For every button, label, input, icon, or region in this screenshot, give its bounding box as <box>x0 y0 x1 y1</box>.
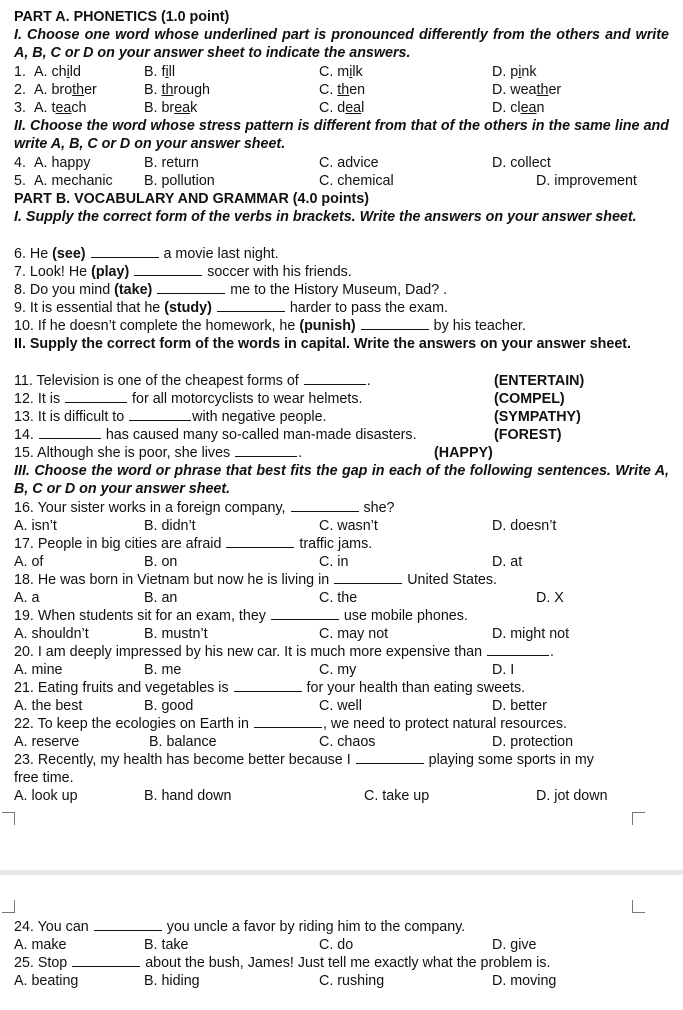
question-20: 20. I am deeply impressed by his new car. It is much more expensive than . <box>14 644 555 660</box>
answer-blank <box>361 318 429 330</box>
option-d: D. give <box>492 937 537 953</box>
option-b: B. an <box>144 590 178 606</box>
answer-blank <box>356 752 424 764</box>
page-corner-mark <box>632 900 645 913</box>
question-number: 1. <box>14 64 26 80</box>
option-d: D. improvement <box>536 173 637 189</box>
option-d: D. weather <box>492 82 562 98</box>
option-c: C. my <box>319 662 357 678</box>
option-b: B. return <box>144 155 199 171</box>
option-a: A. teach <box>34 100 87 116</box>
option-a: A. mine <box>14 662 63 678</box>
part-a-section-2-instruction: II. Choose the word whose stress pattern is different from that of the others in the same line and write A, B, C or D on your answer sheet. <box>14 118 669 152</box>
question-22: 22. To keep the ecologies on Earth in , we need to protect natural resources. <box>14 716 567 732</box>
question-8: 8. Do you mind (take) me to the History Museum, Dad? . <box>14 282 448 298</box>
option-a: A. of <box>14 554 44 570</box>
capital-word: (HAPPY) <box>434 445 493 461</box>
option-d: D. doesn’t <box>492 518 557 534</box>
question-19: 19. When students sit for an exam, they use mobile phones. <box>14 608 468 624</box>
option-a: A. happy <box>34 155 91 171</box>
option-c: C. rushing <box>319 973 385 989</box>
option-d: D. I <box>492 662 515 678</box>
answer-blank <box>217 300 285 312</box>
question-6: 6. He (see) a movie last night. <box>14 246 279 262</box>
option-b: B. on <box>144 554 178 570</box>
option-c: C. take up <box>364 788 430 804</box>
page-corner-mark <box>2 812 15 825</box>
option-b: B. fill <box>144 64 175 80</box>
answer-blank <box>254 716 322 728</box>
option-c: C. in <box>319 554 349 570</box>
option-d: D. moving <box>492 973 557 989</box>
option-a: A. child <box>34 64 81 80</box>
answer-blank <box>91 246 159 258</box>
answer-blank <box>157 282 225 294</box>
option-a: A. shouldn’t <box>14 626 89 642</box>
question-23-continuation: free time. <box>14 770 74 786</box>
option-c: C. chemical <box>319 173 394 189</box>
option-b: B. hiding <box>144 973 200 989</box>
part-b-section-1-instruction: I. Supply the correct form of the verbs in brackets. Write the answers on your answer sheet. <box>14 209 637 225</box>
answer-blank <box>129 409 191 421</box>
option-b: B. pollution <box>144 173 215 189</box>
part-a-title: PART A. PHONETICS (1.0 point) <box>14 9 230 25</box>
option-d: D. X <box>536 590 564 606</box>
option-b: B. didn’t <box>144 518 196 534</box>
option-c: C. do <box>319 937 354 953</box>
option-c: C. milk <box>319 64 363 80</box>
question-number: 3. <box>14 100 26 116</box>
option-c: C. chaos <box>319 734 376 750</box>
question-16: 16. Your sister works in a foreign company, she? <box>14 500 395 516</box>
question-21: 21. Eating fruits and vegetables is for your health than eating sweets. <box>14 680 526 696</box>
answer-blank <box>226 536 294 548</box>
option-b: B. good <box>144 698 194 714</box>
answer-blank <box>487 644 549 656</box>
question-13: 13. It is difficult to with negative people. (SYMPATHY) <box>14 409 581 425</box>
capital-word: (ENTERTAIN) <box>494 373 585 389</box>
part-b-section-2-instruction: II. Supply the correct form of the words in capital. Write the answers on your answer sheet. <box>14 336 632 352</box>
answer-blank <box>39 427 101 439</box>
answer-blank <box>134 264 202 276</box>
option-a: A. the best <box>14 698 83 714</box>
question-15: 15. Although she is poor, she lives . (HAPPY) <box>14 445 493 461</box>
option-c: C. advice <box>319 155 379 171</box>
option-c: C. deal <box>319 100 365 116</box>
option-a: A. isn’t <box>14 518 57 534</box>
answer-blank <box>291 500 359 512</box>
option-b: B. through <box>144 82 210 98</box>
option-b: B. break <box>144 100 198 116</box>
page-corner-mark <box>2 900 15 913</box>
option-d: D. jot down <box>536 788 608 804</box>
answer-blank <box>334 572 402 584</box>
page-corner-mark <box>632 812 645 825</box>
option-d: D. clean <box>492 100 545 116</box>
option-b: B. mustn’t <box>144 626 208 642</box>
capital-word: (SYMPATHY) <box>494 409 581 425</box>
option-a: A. mechanic <box>34 173 113 189</box>
answer-blank <box>304 373 366 385</box>
answer-blank <box>234 680 302 692</box>
option-d: D. at <box>492 554 523 570</box>
capital-word: (FOREST) <box>494 427 562 443</box>
question-number: 2. <box>14 82 26 98</box>
option-a: A. reserve <box>14 734 80 750</box>
option-d: D. protection <box>492 734 574 750</box>
answer-blank <box>94 919 162 931</box>
option-c: C. the <box>319 590 358 606</box>
question-17: 17. People in big cities are afraid traffic jams. <box>14 536 373 552</box>
option-a: A. look up <box>14 788 78 804</box>
answer-blank <box>235 445 297 457</box>
question-9: 9. It is essential that he (study) harder to pass the exam. <box>14 300 448 316</box>
option-b: B. me <box>144 662 182 678</box>
option-d: D. might not <box>492 626 570 642</box>
part-a-section-1-instruction: I. Choose one word whose underlined part is pronounced differently from the others and write A, B, C or D on your answer sheet to indicate the answers. <box>14 27 669 61</box>
option-c: C. may not <box>319 626 389 642</box>
question-25: 25. Stop about the bush, James! Just tell me exactly what the problem is. <box>14 955 551 971</box>
option-a: A. a <box>14 590 40 606</box>
option-b: B. balance <box>149 734 217 750</box>
question-14: 14. has caused many so-called man-made disasters. (FOREST) <box>14 427 562 443</box>
option-d: D. pink <box>492 64 537 80</box>
option-c: C. well <box>319 698 362 714</box>
option-d: D. better <box>492 698 547 714</box>
question-12: 12. It is for all motorcyclists to wear helmets. (COMPEL) <box>14 391 565 407</box>
question-10: 10. If he doesn’t complete the homework, he (punish) by his teacher. <box>14 318 526 334</box>
answer-blank <box>72 955 140 967</box>
answer-blank <box>65 391 127 403</box>
question-24: 24. You can you uncle a favor by riding him to the company. <box>14 919 466 935</box>
option-a: A. brother <box>34 82 97 98</box>
question-7: 7. Look! He (play) soccer with his friends. <box>14 264 352 280</box>
option-b: B. hand down <box>144 788 232 804</box>
question-23: 23. Recently, my health has become better because I playing some sports in my <box>14 752 594 768</box>
part-b-title: PART B. VOCABULARY AND GRAMMAR (4.0 points) <box>14 191 370 207</box>
part-b-section-3-instruction: III. Choose the word or phrase that best fits the gap in each of the following sentences. Write A, B, C or D on your answer sheet. <box>14 463 669 497</box>
option-b: B. take <box>144 937 189 953</box>
question-18: 18. He was born in Vietnam but now he is living in United States. <box>14 572 497 588</box>
option-c: C. then <box>319 82 366 98</box>
question-11: 11. Television is one of the cheapest forms of . (ENTERTAIN) <box>14 373 585 389</box>
option-a: A. beating <box>14 973 79 989</box>
option-d: D. collect <box>492 155 551 171</box>
option-a: A. make <box>14 937 67 953</box>
question-number: 5. <box>14 173 26 189</box>
question-number: 4. <box>14 155 26 171</box>
option-c: C. wasn’t <box>319 518 378 534</box>
page-break-divider <box>0 870 683 875</box>
capital-word: (COMPEL) <box>494 391 565 407</box>
answer-blank <box>271 608 339 620</box>
